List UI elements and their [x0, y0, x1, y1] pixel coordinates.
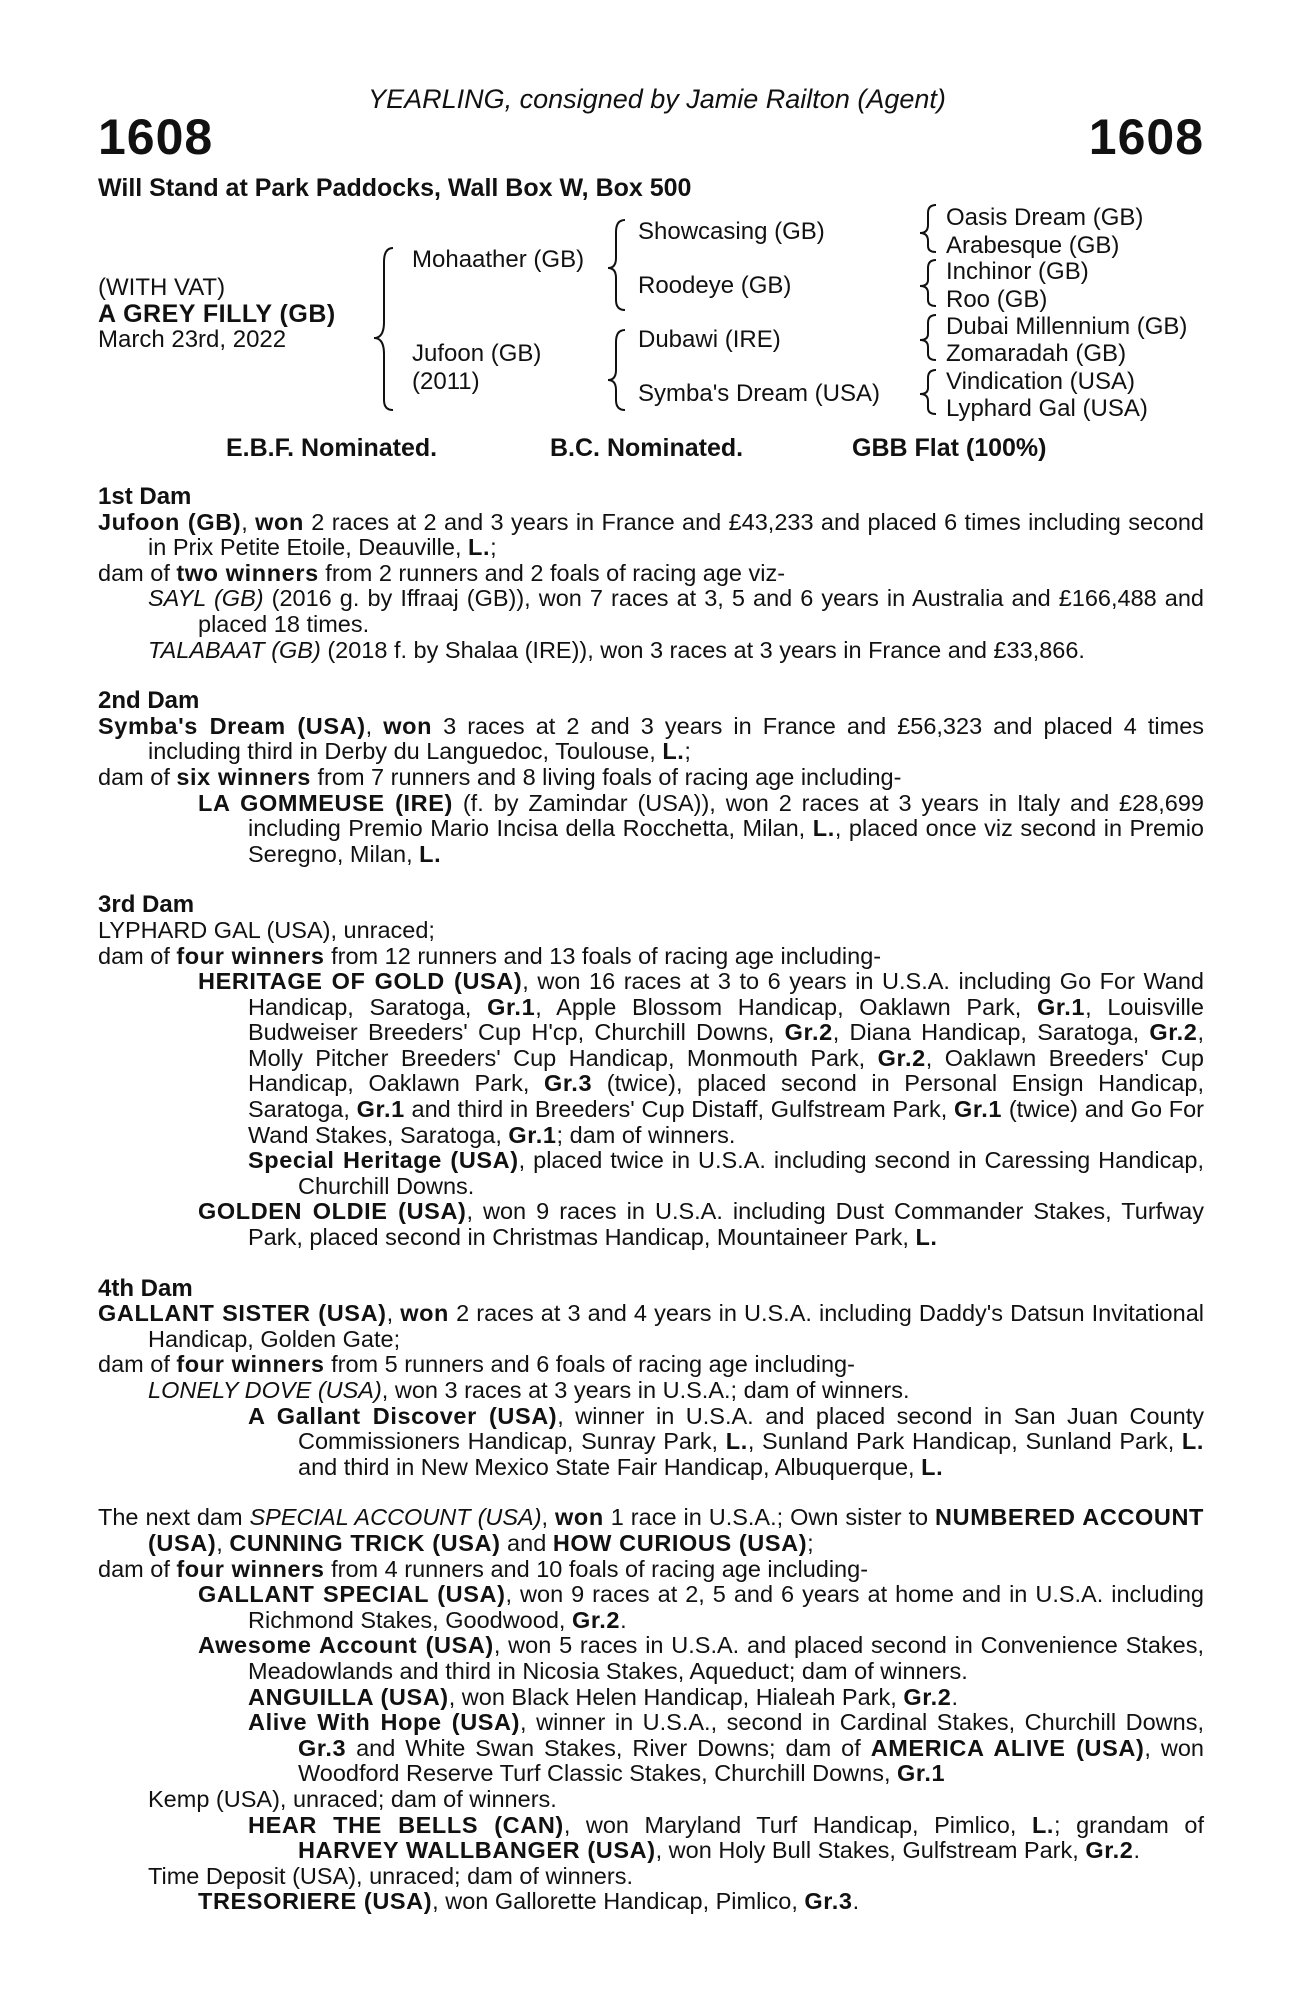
first-dam-section	[98, 484, 1204, 663]
bracket-g78	[920, 370, 936, 414]
lot-number-left: 1608	[98, 109, 214, 165]
dam-year: (2011)	[412, 368, 480, 395]
fourth-dam-produce: dam of four winners from 5 runners and 6 foals of racing age including-	[98, 1351, 855, 1378]
second-dam-record: Symba's Dream (USA), won 3 races at 2 and 3 years in France and £56,323 and placed 4 times including third in Derby du Languedoc, Toulouse, L.;	[98, 712, 1205, 765]
offspring-entry: Awesome Account (USA), won 5 races in U.S.A. and placed second in Convenience Stakes, Meadowlands and third in Nicosia Stakes, Aqueduct; dam of winners.	[198, 1632, 1204, 1684]
pedigree-table	[0, 0, 1314, 460]
offspring-entry: TRESORIERE (USA), won Gallorette Handicap, Pimlico, Gr.3.	[198, 1888, 860, 1915]
third-dam-section	[98, 892, 1204, 1250]
second-dam-section	[98, 688, 1204, 867]
offspring-entry: A Gallant Discover (USA), winner in U.S.A. and placed second in San Juan County Commissioners Handicap, Sunray Park, L., Sunland Park Handicap, Sunland Park, L. and third in New Mexico State Fair Handicap, Albuquerque, L.	[248, 1402, 1204, 1480]
third-dam-produce: dam of four winners from 12 runners and 13 foals of racing age including-	[98, 942, 882, 969]
offspring-entry: GOLDEN OLDIE (USA), won 9 races in U.S.A. including Dust Commander Stakes, Turfway Park, placed second in Christmas Handicap, Mountaineer Park, L.	[198, 1198, 1204, 1251]
first-dam-heading: 1st Dam	[98, 483, 192, 510]
consignor-line: YEARLING, consigned by Jamie Railton (Agent)	[368, 84, 946, 114]
first-dam-produce: dam of two winners from 2 runners and 2 foals of racing age viz-	[98, 559, 786, 586]
foaling-date: March 23rd, 2022	[98, 326, 287, 353]
offspring-entry: SAYL (GB) (2016 g. by Iffraaj (GB)), won 7 races at 3, 5 and 6 years in Australia and £166,488 and placed 18 times.	[148, 585, 1204, 637]
next-dam-section	[98, 1505, 1204, 1915]
offspring-entry: TALABAAT (GB) (2018 f. by Shalaa (IRE)), won 3 races at 3 years in France and £33,866.	[148, 636, 1085, 663]
gen3-4: Roo (GB)	[946, 286, 1048, 313]
gen3-1: Oasis Dream (GB)	[946, 204, 1144, 231]
offspring-entry: HERITAGE OF GOLD (USA), won 16 races at 3 to 6 years in U.S.A. including Go For Wand Handicap, Saratoga, Gr.1, Apple Blossom Handicap, Oaklawn Park, Gr.1, Louisville Budweiser Breeders' Cup H'cp, Churchill Downs, Gr.2, Diana Handicap, Saratoga, Gr.2, Molly Pitcher Breeders' Cup Handicap, Monmouth Park, Gr.2, Oaklawn Breeders' Cup Handicap, Oaklawn Park, Gr.3 (twice), placed second in Personal Ensign Handicap, Saratoga, Gr.1 and third in Breeders' Cup Distaff, Gulfstream Park, Gr.1 (twice) and Go For Wand Stakes, Saratoga, Gr.1; dam of winners.	[198, 968, 1205, 1148]
third-dam-heading: 3rd Dam	[98, 891, 195, 919]
dam-name: Jufoon (GB)	[412, 340, 542, 367]
gen3-2: Arabesque (GB)	[946, 232, 1120, 259]
bracket-g34	[920, 260, 936, 306]
offspring-entry: Alive With Hope (USA), winner in U.S.A., second in Cardinal Stakes, Churchill Downs, Gr.3 and White Swan Stakes, River Downs; dam of AMERICA ALIVE (USA), won Woodford Reserve Turf Classic Stakes, Churchill Downs, Gr.1	[248, 1709, 1204, 1787]
dam-name: Jufoon (GB)	[98, 508, 242, 535]
dam-dam: Symba's Dream (USA)	[638, 380, 880, 407]
offspring-entry: HEAR THE BELLS (CAN), won Maryland Turf Handicap, Pimlico, L.; grandam of HARVEY WALLBANGER (USA), won Holy Bull Stakes, Gulfstream Park, Gr.2.	[248, 1811, 1204, 1864]
produce-record	[98, 484, 1204, 1940]
bracket-dam	[608, 330, 625, 410]
gen3-8: Lyphard Gal (USA)	[946, 395, 1148, 422]
sire-name: Mohaather (GB)	[412, 246, 585, 273]
gen3-7: Vindication (USA)	[946, 368, 1135, 395]
third-dam-record: LYPHARD GAL (USA), unraced;	[98, 916, 435, 943]
offspring-entry: Special Heritage (USA), placed twice in U.S.A. including second in Caressing Handicap, Churchill Downs.	[248, 1147, 1204, 1199]
next-dam-produce: dam of four winners from 4 runners and 10 foals of racing age including-	[98, 1555, 869, 1582]
second-dam-produce: dam of six winners from 7 runners and 8 living foals of racing age including-	[98, 763, 902, 790]
fourth-dam-heading: 4th Dam	[98, 1274, 193, 1302]
offspring-entry: LA GOMMEUSE (IRE) (f. by Zamindar (USA)), won 2 races at 3 years in Italy and £28,699 including Premio Mario Incisa della Rocchetta, Milan, L., placed once viz second in Premio Seregno, Milan, L.	[198, 789, 1204, 867]
vat-label: (WITH VAT)	[98, 274, 226, 301]
stand-location: Will Stand at Park Paddocks, Wall Box W, Box 500	[98, 174, 692, 202]
bc-nomination: B.C. Nominated.	[550, 434, 744, 462]
offspring-entry: LONELY DOVE (USA), won 3 races at 3 years in U.S.A.; dam of winners.	[148, 1377, 910, 1403]
gen3-5: Dubai Millennium (GB)	[946, 313, 1188, 340]
bracket-g12	[920, 205, 936, 252]
offspring-entry: Time Deposit (USA), unraced; dam of winners.	[148, 1862, 633, 1889]
offspring-entry: Kemp (USA), unraced; dam of winners.	[148, 1785, 557, 1812]
first-dam-record: Jufoon (GB), won 2 races at 2 and 3 years in France and £43,233 and placed 6 times including second in Prix Petite Etoile, Deauville, L.;	[98, 508, 1204, 561]
dam-sire: Dubawi (IRE)	[638, 326, 781, 353]
gen3-3: Inchinor (GB)	[946, 258, 1089, 285]
offspring-entry: ANGUILLA (USA), won Black Helen Handicap, Hialeah Park, Gr.2.	[248, 1683, 958, 1710]
next-dam-record: The next dam SPECIAL ACCOUNT (USA), won 1 race in U.S.A.; Own sister to NUMBERED ACCOUNT (USA), CUNNING TRICK (USA) and HOW CURIOUS (USA);	[98, 1504, 1204, 1556]
bracket-main	[374, 248, 393, 410]
ebf-nomination: E.B.F. Nominated.	[226, 434, 438, 462]
bracket-sire	[608, 220, 625, 310]
gbb-flat: GBB Flat (100%)	[852, 434, 1047, 462]
gen3-6: Zomaradah (GB)	[946, 340, 1127, 367]
sire-dam: Roodeye (GB)	[638, 272, 792, 299]
fourth-dam-record: GALLANT SISTER (USA), won 2 races at 3 and 4 years in U.S.A. including Daddy's Datsun Invitational Handicap, Golden Gate;	[98, 1300, 1204, 1352]
horse-name: A GREY FILLY (GB)	[98, 300, 336, 328]
lot-number-right: 1608	[1088, 109, 1204, 165]
nominations	[0, 434, 1314, 466]
second-dam-heading: 2nd Dam	[98, 687, 200, 715]
offspring-entry: GALLANT SPECIAL (USA), won 9 races at 2, 5 and 6 years at home and in U.S.A. including Richmond Stakes, Goodwood, Gr.2.	[198, 1581, 1204, 1633]
fourth-dam-section	[98, 1276, 1204, 1481]
sire-sire: Showcasing (GB)	[638, 218, 825, 245]
bracket-g56	[920, 315, 936, 360]
